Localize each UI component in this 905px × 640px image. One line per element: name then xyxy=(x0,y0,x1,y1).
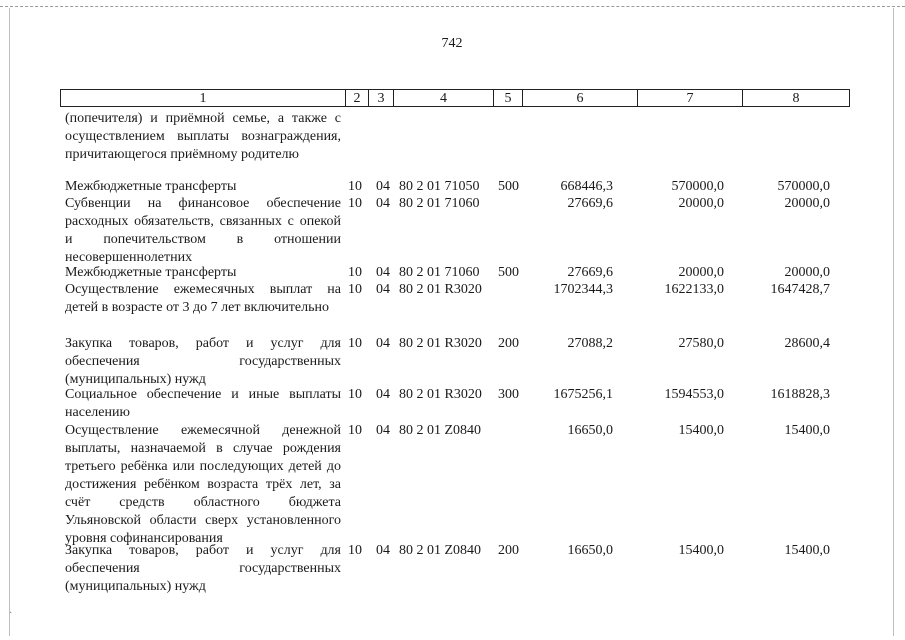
row-vr: 500 xyxy=(498,179,519,194)
row-vr: 200 xyxy=(498,543,519,558)
row-value-6: 16650,0 xyxy=(567,543,613,558)
row-rz: 10 xyxy=(348,543,362,558)
row-pr: 04 xyxy=(376,387,390,402)
row-vr: 300 xyxy=(498,387,519,402)
row-rz: 10 xyxy=(348,196,362,211)
row-vr: 200 xyxy=(498,336,519,351)
row-value-8: 15400,0 xyxy=(784,543,830,558)
header-col-2: 2 xyxy=(345,89,369,107)
row-csr: 80 2 01 Z0840 xyxy=(399,423,482,438)
row-value-8: 28600,4 xyxy=(784,336,830,351)
header-col-5: 5 xyxy=(493,89,523,107)
row-value-7: 570000,0 xyxy=(671,179,724,194)
row-rz: 10 xyxy=(348,423,362,438)
row-csr: 80 2 01 R3020 xyxy=(399,282,482,297)
row-value-8: 15400,0 xyxy=(784,423,830,438)
row-value-6: 1702344,3 xyxy=(553,282,613,297)
row-rz: 10 xyxy=(348,265,362,280)
row-pr: 04 xyxy=(376,282,390,297)
row-csr: 80 2 01 71060 xyxy=(399,196,480,211)
row-value-8: 1647428,7 xyxy=(770,282,830,297)
row-value-7: 20000,0 xyxy=(678,265,724,280)
row-value-6: 27669,6 xyxy=(567,196,613,211)
row-value-8: 20000,0 xyxy=(784,265,830,280)
row-value-6: 16650,0 xyxy=(567,423,613,438)
row-pr: 04 xyxy=(376,196,390,211)
header-col-4: 4 xyxy=(393,89,494,107)
row-pr: 04 xyxy=(376,265,390,280)
row-value-8: 570000,0 xyxy=(777,179,830,194)
row-rz: 10 xyxy=(348,179,362,194)
header-col-1: 1 xyxy=(60,89,346,107)
row-rz: 10 xyxy=(348,282,362,297)
header-col-3: 3 xyxy=(368,89,394,107)
row-pr: 04 xyxy=(376,423,390,438)
row-value-7: 15400,0 xyxy=(678,543,724,558)
row-name: (попечителя) и приёмной семье, а также с осуществлением выплаты вознаграждения, причитающегося приёмному родителю xyxy=(65,111,341,162)
header-col-6: 6 xyxy=(522,89,638,107)
row-name: Межбюджетные трансферты xyxy=(65,265,237,280)
row-value-6: 27088,2 xyxy=(567,336,613,351)
row-pr: 04 xyxy=(376,336,390,351)
scan-edge-top xyxy=(0,6,905,7)
row-csr: 80 2 01 71050 xyxy=(399,179,480,194)
row-name: Осуществление ежемесячной денежной выплаты, назначаемой в случае рождения третьего ребёнка или последующих детей до достижения ребёнком возраста трёх лет, за счёт средств областного бюджета Ульяновской области сверх установленного уровня софинансирования xyxy=(65,423,341,546)
row-value-6: 668446,3 xyxy=(560,179,613,194)
row-rz: 10 xyxy=(348,387,362,402)
row-name: Осуществление ежемесячных выплат на детей в возрасте от 3 до 7 лет включительно xyxy=(65,282,341,315)
row-pr: 04 xyxy=(376,543,390,558)
row-vr: 500 xyxy=(498,265,519,280)
row-name: Закупка товаров, работ и услуг для обеспечения государственных (муниципальных) нужд xyxy=(65,336,341,387)
scan-edge-right xyxy=(893,8,894,636)
scan-artifact-dot: · xyxy=(9,608,13,619)
row-value-8: 1618828,3 xyxy=(770,387,830,402)
row-csr: 80 2 01 R3020 xyxy=(399,387,482,402)
row-value-7: 20000,0 xyxy=(678,196,724,211)
row-csr: 80 2 01 71060 xyxy=(399,265,480,280)
row-value-6: 1675256,1 xyxy=(553,387,613,402)
header-col-7: 7 xyxy=(637,89,743,107)
row-value-8: 20000,0 xyxy=(784,196,830,211)
row-name: Социальное обеспечение и иные выплаты населению xyxy=(65,387,341,420)
scan-edge-left xyxy=(9,8,13,636)
row-rz: 10 xyxy=(348,336,362,351)
row-name: Субвенции на финансовое обеспечение расходных обязательств, связанных с опекой и попечительством в отношении несовершеннолетних xyxy=(65,196,341,265)
row-pr: 04 xyxy=(376,179,390,194)
row-value-7: 1594553,0 xyxy=(664,387,724,402)
row-name: Закупка товаров, работ и услуг для обеспечения государственных (муниципальных) нужд xyxy=(65,543,341,594)
row-value-6: 27669,6 xyxy=(567,265,613,280)
row-csr: 80 2 01 R3020 xyxy=(399,336,482,351)
page-number: 742 xyxy=(441,36,463,51)
row-name: Межбюджетные трансферты xyxy=(65,179,237,194)
row-value-7: 27580,0 xyxy=(678,336,724,351)
header-col-8: 8 xyxy=(742,89,850,107)
row-value-7: 1622133,0 xyxy=(664,282,724,297)
row-value-7: 15400,0 xyxy=(678,423,724,438)
row-csr: 80 2 01 Z0840 xyxy=(399,543,482,558)
